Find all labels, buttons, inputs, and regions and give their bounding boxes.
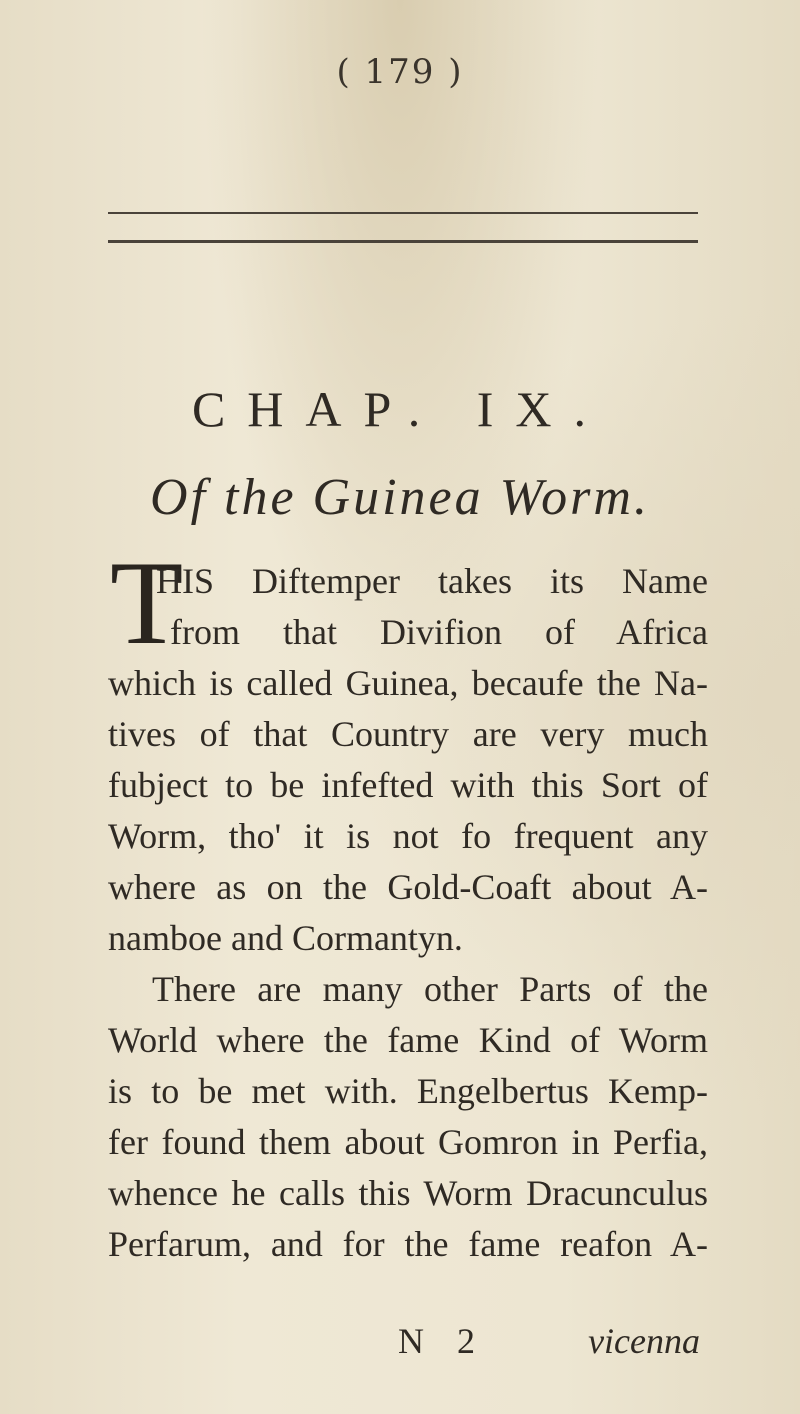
chapter-title: Of the Guinea Worm. <box>150 469 650 526</box>
text-line: which is called Guinea, becaufe the Na- <box>108 663 708 703</box>
text-line: namboe and Cormantyn. <box>108 918 463 958</box>
page-footer <box>108 1320 708 1371</box>
text-line: World where the fame Kind of Worm <box>108 1020 708 1060</box>
text-line: There are many other Parts of the <box>152 969 708 1009</box>
text-line: fer found them about Gomron in Perfia, <box>108 1122 708 1162</box>
text-line: from that Divifion of Africa <box>170 612 708 652</box>
paragraph-1 <box>108 556 708 964</box>
text-line: whence he calls this Worm Dracunculus <box>108 1173 708 1213</box>
text-line: HIS Diftemper takes its Name <box>156 561 708 601</box>
text-line: Perfarum, and for the fame reafon A- <box>108 1224 708 1264</box>
text-line: is to be met with. Engelbertus Kemp- <box>108 1071 708 1111</box>
chapter-heading: CHAP. IX. <box>191 381 609 437</box>
page-number: ( 179 ) <box>336 52 464 92</box>
drop-cap: T <box>110 536 184 669</box>
signature-mark: N 2 <box>398 1321 487 1361</box>
header-rule-thick <box>108 240 698 243</box>
paragraph-2 <box>108 964 708 1270</box>
text-line: where as on the Gold-Coaft about A- <box>108 867 708 907</box>
header-rule-thin <box>108 212 698 214</box>
text-line: tives of that Country are very much <box>108 714 708 754</box>
text-line: Worm, tho' it is not fo frequent any <box>108 816 708 856</box>
text-line: fubject to be infefted with this Sort of <box>108 765 708 805</box>
catchword: vicenna <box>588 1321 700 1361</box>
